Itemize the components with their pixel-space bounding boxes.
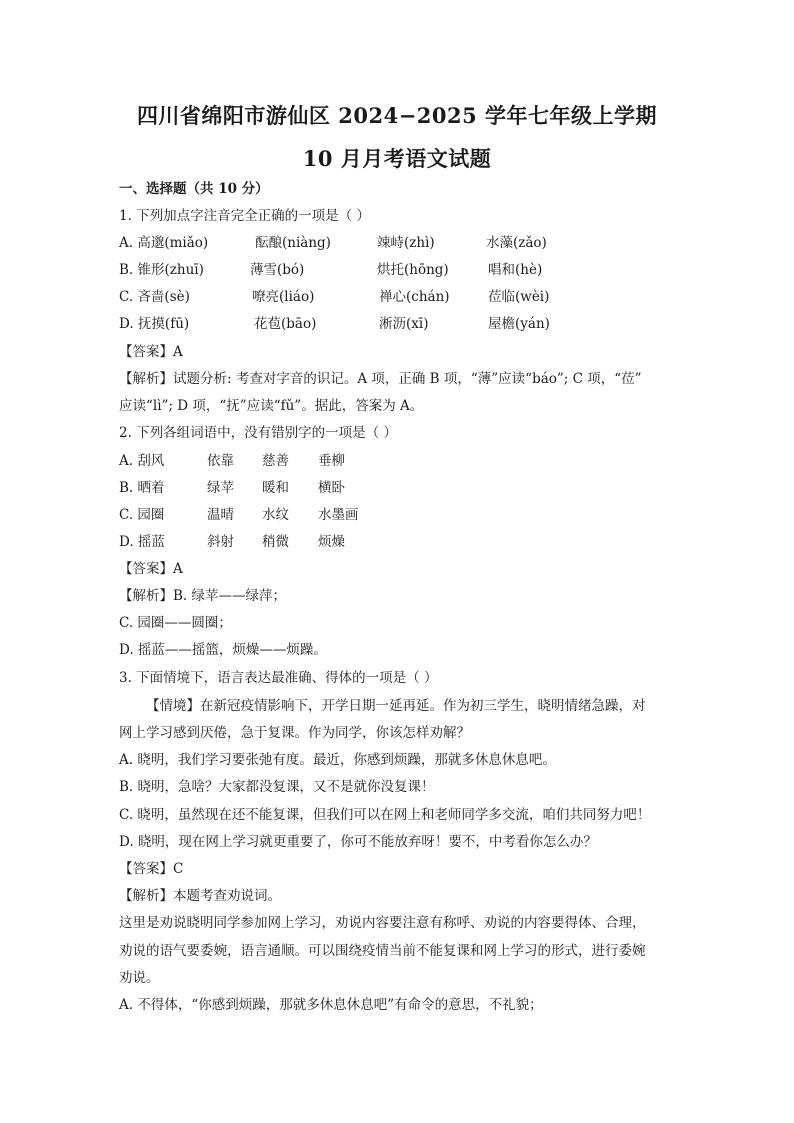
- q2-option-c-3: 水纹: [262, 507, 289, 523]
- q1-option-a-2: 酝酿(niàng): [255, 235, 331, 251]
- q1-option-c-3: 禅心(chán): [379, 289, 450, 305]
- q1-option-b-2: 薄雪(bó): [250, 262, 305, 278]
- q2-option-d-1: D. 摇蓝: [119, 534, 165, 550]
- question-3-option-c: C. 晓明，虽然现在还不能复课，但我们可以在网上和老师同学多交流，咱们共同努力吧！: [119, 807, 651, 823]
- q2-option-d-2: 斜射: [207, 534, 234, 550]
- q1-option-c-2: 嘹亮(liáo): [252, 289, 315, 305]
- q2-option-a-2: 依靠: [207, 453, 234, 469]
- question-3-context-line-1: 【情境】在新冠疫情影响下，开学日期一延再延。作为初三学生，晓明情绪急躁，对: [146, 698, 646, 714]
- q2-option-b-3: 暖和: [262, 480, 289, 496]
- q2-option-a-1: A. 刮风: [119, 453, 165, 469]
- q2-option-c-1: C. 园圈: [119, 507, 165, 523]
- q2-option-a-3: 慈善: [262, 453, 289, 469]
- question-1-stem: 1. 下列加点字注音完全正确的一项是（ ）: [119, 208, 370, 224]
- q1-option-d-4: 屋檐(yán): [488, 316, 550, 332]
- q1-option-d-2: 花苞(bāo): [254, 316, 317, 332]
- q2-option-b-4: 横卧: [318, 480, 345, 496]
- section-heading: 一、选择题（共 10 分）: [119, 181, 269, 197]
- q1-option-b-4: 唱和(hè): [488, 262, 543, 278]
- q1-option-a-3: 竦峙(zhì): [377, 235, 435, 251]
- document-title-line-2: 10 月月考语文试题: [302, 146, 492, 171]
- q2-option-b-2: 绿苹: [207, 480, 234, 496]
- q1-option-b-1: B. 锥形(zhuī): [119, 262, 204, 278]
- question-2-analysis-line-2: C. 园圈——圆圈；: [119, 615, 232, 631]
- q2-option-c-4: 水墨画: [318, 507, 359, 523]
- question-1-analysis-line-2: 应读“lì”; D 项，“抚”应读“fǔ”。据此，答案为 A。: [119, 398, 424, 414]
- question-3-option-d: D. 晓明，现在网上学习就更重要了，你可不能放弃呀！要不，中考看你怎么办？: [119, 834, 597, 850]
- q1-option-a-4: 水藻(zǎo): [486, 235, 547, 251]
- question-1-answer: 【答案】A: [119, 344, 183, 360]
- question-1-analysis-line-1: 【解析】试题分析: 考查对字音的识记。A 项，正确 B 项，“薄”应读“báo”; C 项，“莅”: [119, 371, 642, 387]
- q2-option-b-1: B. 晒着: [119, 480, 165, 496]
- question-3-option-b: B. 晓明，急啥？大家都没复课，又不是就你没复课！: [119, 779, 435, 795]
- q2-option-a-4: 垂柳: [318, 453, 345, 469]
- q1-option-d-1: D. 抚摸(fū): [119, 316, 190, 332]
- q1-option-b-3: 烘托(hōng): [377, 262, 449, 278]
- q1-option-c-1: C. 吝啬(sè): [119, 289, 190, 305]
- question-3-option-a: A. 晓明，我们学习要张弛有度。最近，你感到烦躁，那就多休息休息吧。: [119, 752, 556, 768]
- document-title-line-1: 四川省绵阳市游仙区 2024−2025 学年七年级上学期: [136, 103, 658, 128]
- q1-option-a-1: A. 高邈(miǎo): [119, 235, 209, 251]
- question-2-analysis-line-1: 【解析】B. 绿苹——绿萍；: [119, 588, 287, 604]
- question-2-analysis-line-3: D. 摇蓝——摇篮，烦燥——烦躁。: [119, 642, 327, 658]
- question-3-analysis-line-5: A. 不得体，“你感到烦躁，那就多休息休息吧”有命令的意思，不礼貌；: [119, 997, 543, 1013]
- q1-option-d-3: 淅沥(xī): [379, 316, 429, 332]
- question-3-analysis-line-4: 劝说。: [119, 970, 160, 986]
- question-3-analysis-line-3: 劝说的语气要委婉，语言通顺。可以围绕疫情当前不能复课和网上学习的形式，进行委婉: [119, 943, 646, 959]
- question-3-analysis-line-1: 【解析】本题考查劝说词。: [119, 888, 281, 904]
- question-2-stem: 2. 下列各组词语中，没有错别字的一项是（ ）: [119, 425, 397, 441]
- q2-option-d-3: 稍微: [262, 534, 289, 550]
- question-3-answer: 【答案】C: [119, 861, 184, 877]
- question-2-answer: 【答案】A: [119, 561, 183, 577]
- q2-option-d-4: 烦燥: [318, 534, 345, 550]
- question-3-analysis-line-2: 这里是劝说晓明同学参加网上学习，劝说内容要注意有称呼、劝说的内容要得体、合理，: [119, 915, 646, 931]
- q2-option-c-2: 温晴: [207, 507, 234, 523]
- q1-option-c-4: 莅临(wèi): [488, 289, 550, 305]
- question-3-context-line-2: 网上学习感到厌倦，急于复课。作为同学，你该怎样劝解？: [119, 725, 470, 741]
- question-3-stem: 3. 下面情境下，语言表达最准确、得体的一项是（ ）: [119, 670, 438, 686]
